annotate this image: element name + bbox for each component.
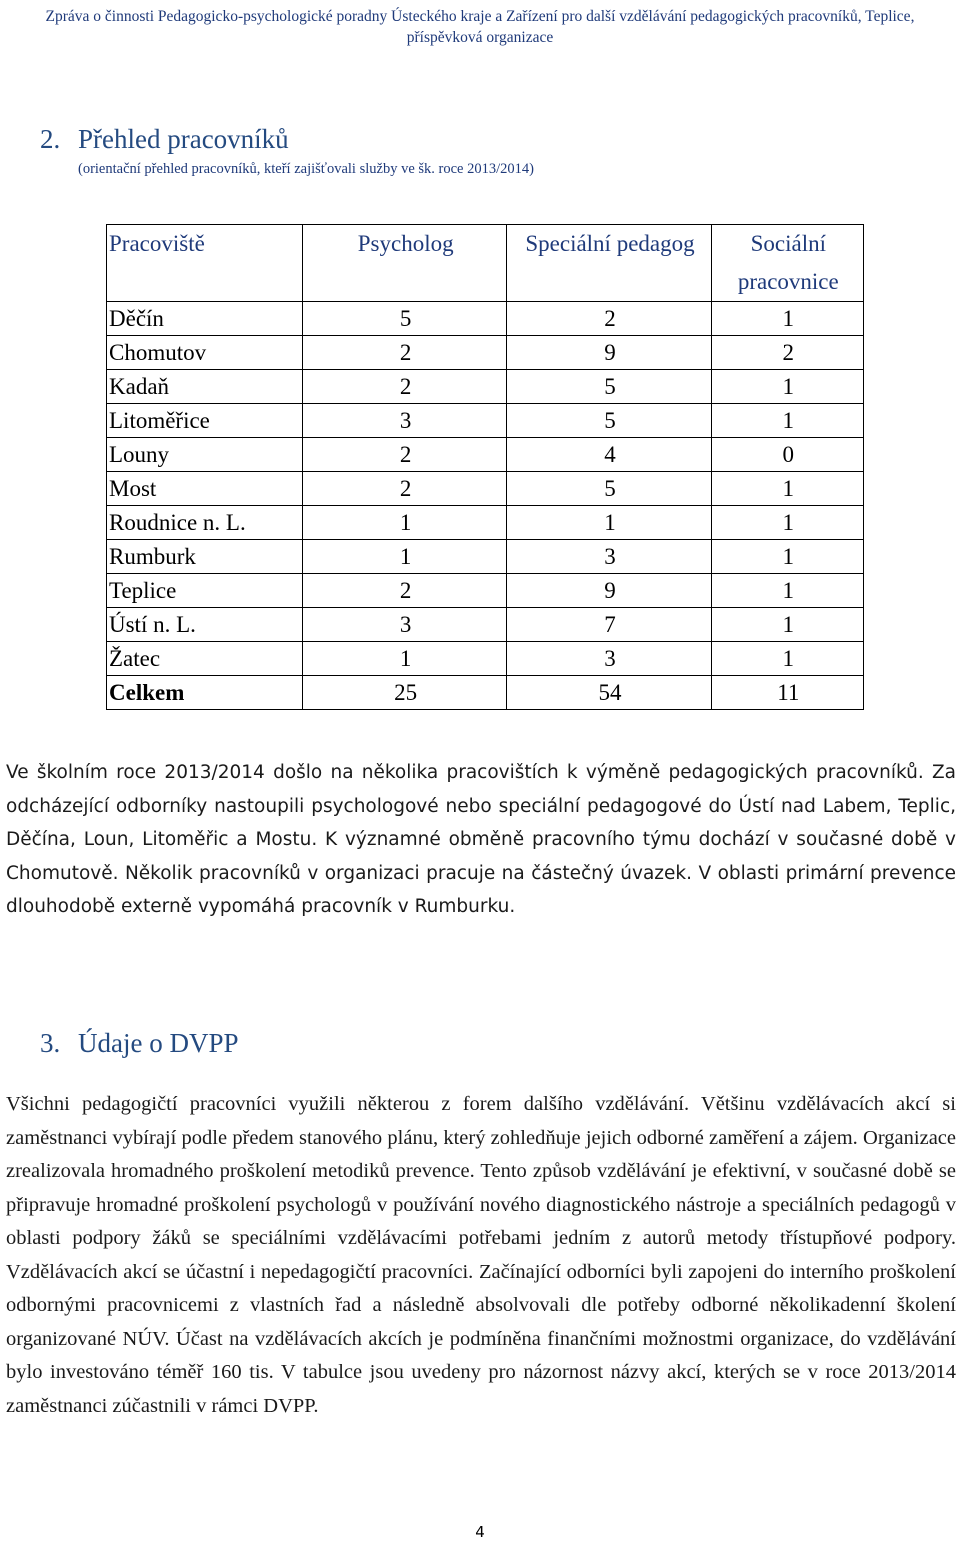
table-cell: 5 — [507, 370, 711, 404]
table-cell: 9 — [507, 336, 711, 370]
table-cell: 9 — [507, 574, 711, 608]
table-cell: Teplice — [107, 574, 303, 608]
table-cell: 2 — [507, 302, 711, 336]
section-2-number: 2. — [40, 124, 61, 154]
table-row — [107, 642, 864, 676]
header-line-2: příspěvková organizace — [406, 29, 554, 46]
table-cell: 4 — [507, 438, 711, 472]
table-cell: 54 — [507, 676, 711, 710]
table-cell: Sociální pracovnice — [711, 225, 863, 302]
table-cell: 0 — [711, 438, 863, 472]
table-cell: 3 — [302, 404, 506, 438]
table-cell: 25 — [302, 676, 506, 710]
table-cell: 1 — [711, 302, 863, 336]
document-header — [0, 6, 960, 48]
table-cell: 3 — [507, 540, 711, 574]
paragraph-dvpp: Všichni pedagogičtí pracovníci využili některou z forem dalšího vzdělávání. Většinu vzdělávacích akcí si zaměstnanci vybírají podle předem stanového plánu, který zohledňuje jejich odborné zaměření a zájem. Organizace zrealizovala hromadného proškolení metodiků prevence. Tento způsob vzdělávání je efektivní, v současné době se připravuje hromadné proškolení psychologů v používání nového diagnostického nástroje a speciálních pedagogů v oblasti podpory žáků se speciálními vzdělávacími potřebami jedním z autorů metody třístupňové podpory. Vzdělávacích akcí se účastní i nepedagogičtí pracovníci. Začínající odborníci byli zapojeni do interního proškolení odbornými pracovnicemi z vlastních řad a následně absolvovali dle potřeby odborné několikadenní školení organizované NÚV. Účast na vzdělávacích akcích je podmíněna finančními možnostmi organizace, do vzdělávání bylo investováno téměř 160 tis. V tabulce jsou uvedeny pro názornost názvy akcí, kterých se v roce 2013/2014 zaměstnanci zúčastnili v rámci DVPP. — [6, 1093, 956, 1417]
table-cell: 2 — [302, 472, 506, 506]
table-row — [107, 404, 864, 438]
section-2-title: Přehled pracovníků — [78, 124, 289, 154]
table-total-row — [107, 676, 864, 710]
table-row — [107, 540, 864, 574]
table-cell: 1 — [711, 472, 863, 506]
table-cell: Chomutov — [107, 336, 303, 370]
table-cell: Rumburk — [107, 540, 303, 574]
table-cell: 5 — [507, 472, 711, 506]
table-cell: 1 — [507, 506, 711, 540]
table-cell: 1 — [711, 404, 863, 438]
table-cell: Speciální pedagog — [507, 225, 711, 302]
table-cell: 3 — [507, 642, 711, 676]
staff-table-body — [107, 225, 864, 710]
table-cell: 1 — [711, 642, 863, 676]
table-cell: 7 — [507, 608, 711, 642]
table-cell: 2 — [302, 438, 506, 472]
paragraph-staff-changes: Ve školním roce 2013/2014 došlo na několika pracovištích k výměně pedagogických pracovníků. Za odcházející odborníky nastoupili psychologové nebo speciální pedagogové do Ústí nad Labem, Teplic, Děčína, Loun, Litoměřic a Mostu. K významné obměně pracovního týmu dochází v současné době v Chomutově. Několik pracovníků v organizaci pracuje na částečný úvazek. V oblasti primární prevence dlouhodobě externě vypomáhá pracovník v Rumburku. — [6, 762, 956, 917]
table-cell: 5 — [507, 404, 711, 438]
table-cell: 1 — [711, 370, 863, 404]
table-cell: 1 — [302, 540, 506, 574]
table-cell: Most — [107, 472, 303, 506]
page-number: 4 — [475, 1523, 485, 1541]
table-cell: 2 — [302, 574, 506, 608]
table-row — [107, 472, 864, 506]
table-cell: 2 — [711, 336, 863, 370]
table-cell: 1 — [711, 574, 863, 608]
table-row — [107, 302, 864, 336]
section-3-title: Údaje o DVPP — [78, 1028, 239, 1058]
table-cell: Psycholog — [302, 225, 506, 302]
table-header-row — [107, 225, 864, 302]
table-cell: Děčín — [107, 302, 303, 336]
table-cell: Celkem — [107, 676, 303, 710]
table-cell: 5 — [302, 302, 506, 336]
table-cell: Ústí n. L. — [107, 608, 303, 642]
section-2-note: (orientační přehled pracovníků, kteří zajišťovali služby ve šk. roce 2013/2014) — [78, 161, 534, 177]
table-cell: 3 — [302, 608, 506, 642]
section-3-number: 3. — [40, 1028, 61, 1058]
table-cell: 11 — [711, 676, 863, 710]
table-cell: 1 — [711, 540, 863, 574]
table-cell: Louny — [107, 438, 303, 472]
table-row — [107, 336, 864, 370]
table-cell: 2 — [302, 370, 506, 404]
table-cell: 1 — [711, 506, 863, 540]
staff-table — [106, 224, 864, 710]
table-cell: Pracoviště — [107, 225, 303, 302]
table-cell: 1 — [711, 608, 863, 642]
table-row — [107, 574, 864, 608]
table-cell: 1 — [302, 642, 506, 676]
table-row — [107, 370, 864, 404]
table-cell: Žatec — [107, 642, 303, 676]
header-line-1: Zpráva o činnosti Pedagogicko-psychologické poradny Ústeckého kraje a Zařízení pro další vzdělávání pedagogických pracovníků, Teplice, — [45, 8, 915, 25]
table-cell: 1 — [302, 506, 506, 540]
table-cell: Roudnice n. L. — [107, 506, 303, 540]
table-row — [107, 438, 864, 472]
section-2-heading — [40, 124, 289, 155]
table-cell: Kadaň — [107, 370, 303, 404]
table-cell: Litoměřice — [107, 404, 303, 438]
table-cell: 2 — [302, 336, 506, 370]
table-row — [107, 506, 864, 540]
section-3-heading — [40, 1028, 239, 1059]
table-row — [107, 608, 864, 642]
